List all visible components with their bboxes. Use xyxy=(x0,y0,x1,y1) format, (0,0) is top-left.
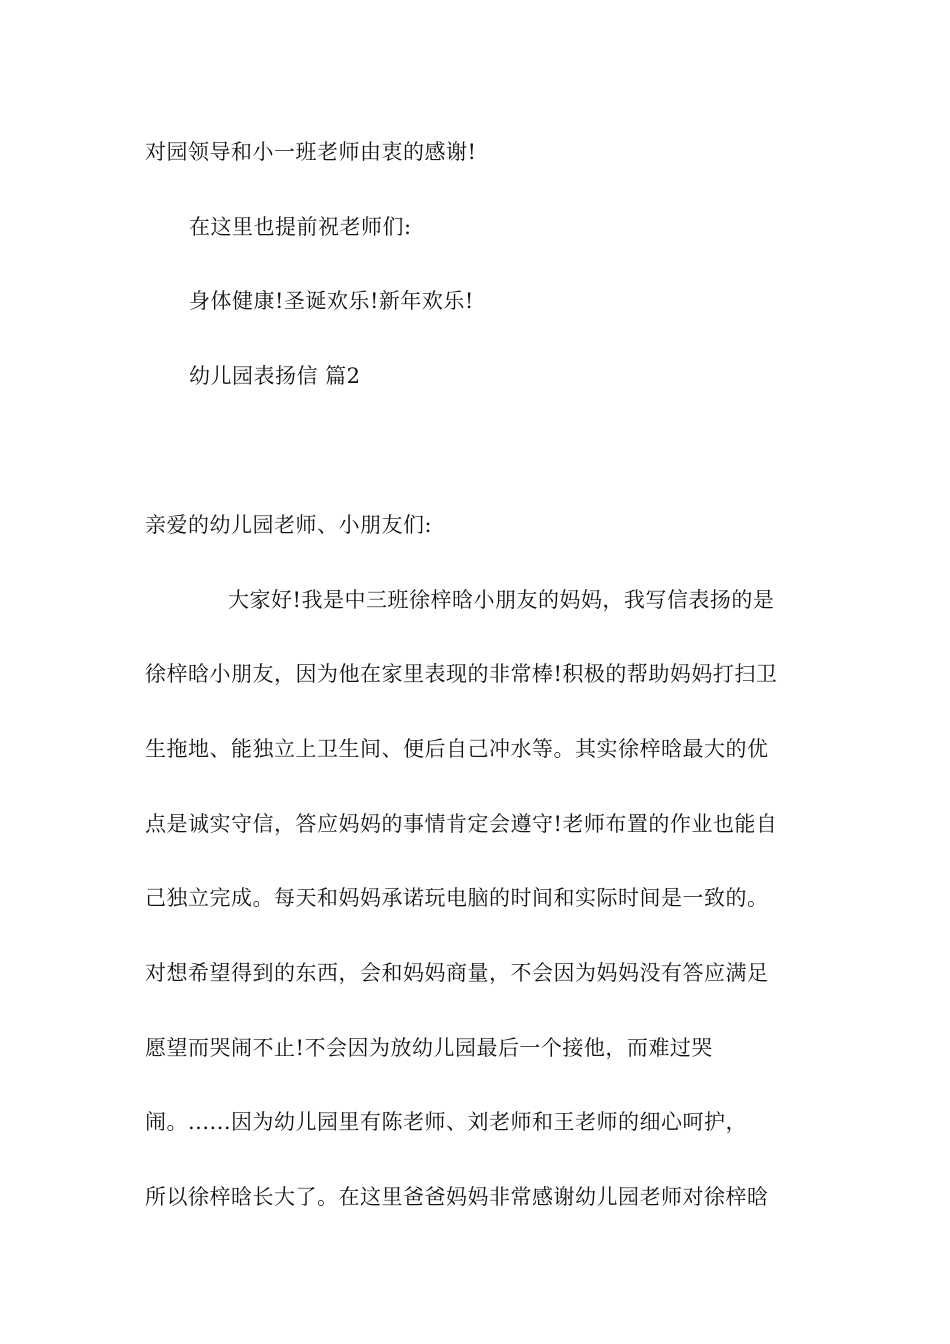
closing-line: 身体健康!圣诞欢乐!新年欢乐! xyxy=(189,289,474,313)
body-line: 所以徐梓晗长大了。在这里爸爸妈妈非常感谢幼儿园老师对徐梓晗 xyxy=(145,1185,769,1209)
body-line: 大家好!我是中三班徐梓晗小朋友的妈妈，我写信表扬的是 xyxy=(228,588,775,612)
body-line: 对想希望得到的东西，会和妈妈商量，不会因为妈妈没有答应满足 xyxy=(145,961,769,985)
body-line: 闹。......因为幼儿园里有陈老师、刘老师和王老师的细心呵护， xyxy=(145,1110,748,1134)
body-line: 己独立完成。每天和妈妈承诺玩电脑的时间和实际时间是一致的。 xyxy=(145,886,769,910)
body-line: 徐梓晗小朋友，因为他在家里表现的非常棒!积极的帮助妈妈打扫卫 xyxy=(145,662,778,686)
body-line: 生拖地、能独立上卫生间、便后自己冲水等。其实徐梓晗最大的优 xyxy=(145,737,769,761)
body-line: 愿望而哭闹不止!不会因为放幼儿园最后一个接他，而难过哭 xyxy=(145,1036,713,1060)
body-line: 点是诚实守信，答应妈妈的事情肯定会遵守!老师布置的作业也能自 xyxy=(145,812,778,836)
salutation: 亲爱的幼儿园老师、小朋友们: xyxy=(145,513,433,537)
closing-line: 对园领导和小一班老师由衷的感谢! xyxy=(145,140,477,164)
section-heading: 幼儿园表扬信 篇2 xyxy=(189,364,361,388)
closing-line: 在这里也提前祝老师们: xyxy=(189,215,412,239)
